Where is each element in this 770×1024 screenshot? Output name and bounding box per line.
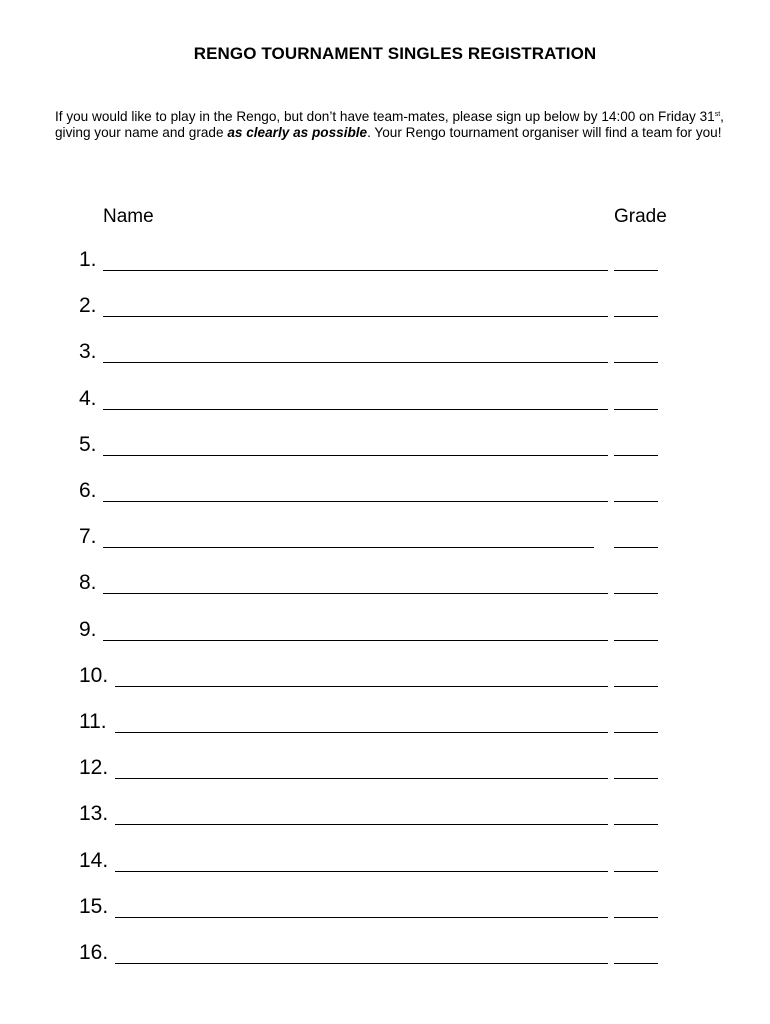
grade-entry-line[interactable] bbox=[614, 732, 658, 733]
row-number: 12. bbox=[79, 756, 109, 780]
name-entry-line[interactable] bbox=[103, 640, 608, 641]
name-entry-line[interactable] bbox=[115, 963, 608, 964]
name-entry-line[interactable] bbox=[103, 547, 594, 548]
row-number: 8. bbox=[79, 571, 97, 595]
row-number: 4. bbox=[79, 386, 97, 410]
intro-text-part1: If you would like to play in the Rengo, but don’t have team-mates, please sign up below by 14:00 on Friday 31 bbox=[55, 109, 715, 124]
signup-row bbox=[0, 756, 770, 786]
row-number: 16. bbox=[79, 941, 109, 964]
grade-entry-line[interactable] bbox=[614, 593, 658, 594]
grade-entry-line[interactable] bbox=[614, 316, 658, 317]
name-entry-line[interactable] bbox=[115, 686, 608, 687]
grade-entry-line[interactable] bbox=[614, 362, 658, 363]
name-entry-line[interactable] bbox=[103, 501, 608, 502]
signup-row bbox=[0, 664, 770, 694]
row-number: 15. bbox=[79, 894, 109, 918]
grade-entry-line[interactable] bbox=[614, 270, 658, 271]
row-number: 13. bbox=[79, 802, 109, 826]
signup-row bbox=[0, 571, 770, 601]
grade-entry-line[interactable] bbox=[614, 824, 658, 825]
grade-entry-line[interactable] bbox=[614, 547, 658, 548]
name-entry-line[interactable] bbox=[115, 778, 608, 779]
page-title: RENGO TOURNAMENT SINGLES REGISTRATION bbox=[193, 44, 597, 63]
grade-entry-line[interactable] bbox=[614, 963, 658, 964]
grade-entry-line[interactable] bbox=[614, 917, 658, 918]
name-entry-line[interactable] bbox=[103, 270, 608, 271]
intro-emphasis: as clearly as possible bbox=[227, 125, 368, 140]
row-number: 10. bbox=[79, 663, 109, 687]
grade-column-header: Grade bbox=[614, 206, 667, 227]
row-number: 6. bbox=[79, 479, 97, 502]
grade-entry-line[interactable] bbox=[614, 778, 658, 779]
intro-text-part2: , giving your name and grade bbox=[55, 109, 724, 140]
signup-row bbox=[0, 525, 770, 555]
grade-entry-line[interactable] bbox=[614, 871, 658, 872]
intro-text-part3: . Your Rengo tournament organiser will find a team for you! bbox=[367, 125, 722, 140]
signup-row bbox=[0, 433, 770, 463]
grade-entry-line[interactable] bbox=[614, 686, 658, 687]
signup-row bbox=[0, 294, 770, 324]
name-entry-line[interactable] bbox=[103, 593, 608, 594]
row-number: 1. bbox=[79, 248, 97, 271]
signup-row bbox=[0, 340, 770, 370]
signup-row bbox=[0, 618, 770, 648]
signup-row bbox=[0, 802, 770, 832]
grade-entry-line[interactable] bbox=[614, 409, 658, 410]
signup-row bbox=[0, 387, 770, 417]
name-entry-line[interactable] bbox=[115, 871, 608, 872]
row-number: 11. bbox=[79, 710, 107, 733]
signup-row bbox=[0, 479, 770, 509]
row-number: 3. bbox=[79, 340, 97, 364]
grade-entry-line[interactable] bbox=[614, 455, 658, 456]
signup-row bbox=[0, 941, 770, 971]
row-number: 14. bbox=[79, 848, 109, 872]
signup-row bbox=[0, 895, 770, 925]
row-number: 2. bbox=[79, 294, 97, 318]
signup-row bbox=[0, 248, 770, 278]
row-number: 5. bbox=[79, 432, 97, 456]
name-column-header: Name bbox=[103, 206, 154, 227]
name-entry-line[interactable] bbox=[103, 362, 608, 363]
grade-entry-line[interactable] bbox=[614, 640, 658, 641]
intro-ordinal-suffix: st bbox=[714, 111, 721, 118]
name-entry-line[interactable] bbox=[115, 917, 608, 918]
row-number: 7. bbox=[79, 525, 97, 549]
name-entry-line[interactable] bbox=[103, 455, 608, 456]
signup-row bbox=[0, 710, 770, 740]
signup-row bbox=[0, 849, 770, 879]
row-number: 9. bbox=[79, 617, 97, 641]
name-entry-line[interactable] bbox=[103, 409, 608, 410]
grade-entry-line[interactable] bbox=[614, 501, 658, 502]
name-entry-line[interactable] bbox=[103, 316, 608, 317]
name-entry-line[interactable] bbox=[115, 824, 608, 825]
name-entry-line[interactable] bbox=[115, 732, 608, 733]
